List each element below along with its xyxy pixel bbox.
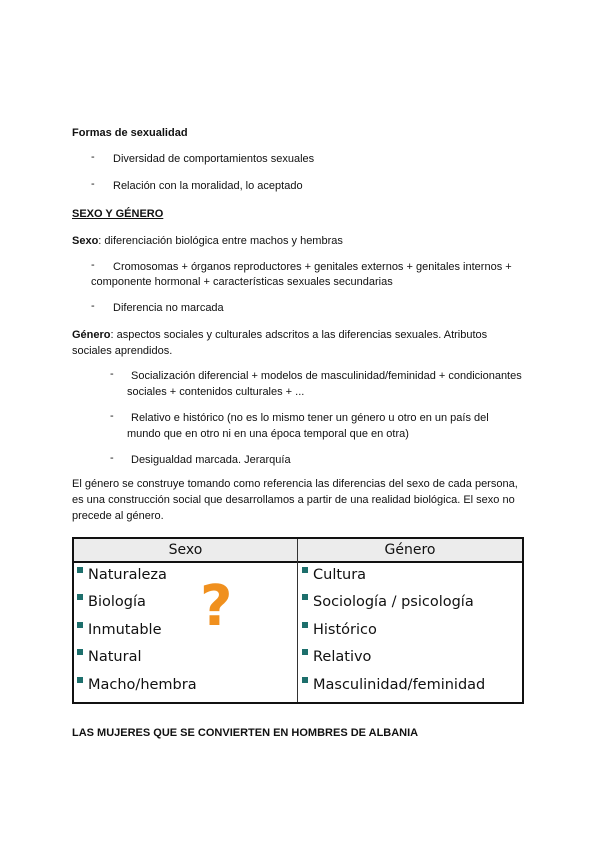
sexo-cell bbox=[77, 676, 197, 694]
bullet-dash: - bbox=[110, 410, 114, 422]
sexo-cell-text: Naturaleza bbox=[88, 567, 167, 583]
square-bullet-icon bbox=[302, 622, 308, 628]
question-mark-icon: ? bbox=[200, 574, 233, 639]
genero-cell-text: Cultura bbox=[313, 567, 367, 583]
header-genero: Género bbox=[384, 542, 436, 558]
bullet-dash: - bbox=[91, 300, 95, 312]
genero-cell bbox=[302, 621, 377, 639]
genero-cell-text: Sociología / psicología bbox=[313, 594, 474, 610]
genero-cell-text: Histórico bbox=[313, 622, 377, 638]
square-bullet-icon bbox=[302, 649, 308, 655]
sexo-cell-text: Macho/hembra bbox=[88, 677, 197, 693]
heading-albania: LAS MUJERES QUE SE CONVIERTEN EN HOMBRES DE ALBANIA bbox=[72, 727, 419, 739]
sexo-definition-text: : diferenciación biológica entre machos y hembras bbox=[98, 235, 343, 247]
bullet-dash: - bbox=[110, 452, 114, 464]
square-bullet-icon bbox=[302, 567, 308, 573]
genero-item-1-line-1: Socialización diferencial + modelos de masculinidad/feminidad + condicionantes bbox=[131, 370, 522, 382]
genero-cell-text: Masculinidad/feminidad bbox=[313, 677, 486, 693]
table-header bbox=[74, 539, 522, 563]
formas-item-2: Relación con la moralidad, lo aceptado bbox=[113, 180, 303, 192]
genero-cell bbox=[302, 593, 474, 611]
sexo-item-1-line-1: Cromosomas + órganos reproductores + genitales externos + genitales internos + bbox=[113, 261, 512, 273]
sexo-cell bbox=[77, 593, 146, 611]
genero-definition-line-2: sociales aprendidos. bbox=[72, 345, 173, 357]
genero-cell bbox=[302, 648, 371, 666]
genero-item-3: Desigualdad marcada. Jerarquía bbox=[131, 454, 291, 466]
bullet-dash: - bbox=[91, 259, 95, 271]
genero-label: Género bbox=[72, 329, 111, 341]
heading-sexo-genero: SEXO Y GÉNERO bbox=[72, 208, 164, 220]
sexo-cell bbox=[77, 566, 167, 584]
sexo-cell-text: Inmutable bbox=[88, 622, 162, 638]
sexo-item-2: Diferencia no marcada bbox=[113, 302, 224, 314]
conclusion-line-2: es una construcción social que desarrollamos a partir de una realidad biológica. El sexo no bbox=[72, 494, 515, 506]
genero-definition-text: : aspectos sociales y culturales adscritos a las diferencias sexuales. Atributos bbox=[110, 329, 488, 341]
header-sexo: Sexo bbox=[168, 542, 203, 558]
sexo-label: Sexo bbox=[72, 235, 99, 247]
sexo-cell-text: Biología bbox=[88, 594, 146, 610]
sexo-definition bbox=[72, 233, 343, 249]
sexo-cell-text: Natural bbox=[88, 649, 142, 665]
square-bullet-icon bbox=[77, 594, 83, 600]
genero-cell bbox=[302, 676, 485, 694]
square-bullet-icon bbox=[77, 649, 83, 655]
bullet-dash: - bbox=[91, 178, 95, 190]
genero-cell bbox=[302, 566, 366, 584]
square-bullet-icon bbox=[302, 677, 308, 683]
sexo-item-1-line-2: componente hormonal + características sexuales secundarias bbox=[91, 276, 393, 288]
genero-item-2-line-1: Relativo e histórico (no es lo mismo tener un género u otro en un país del bbox=[131, 412, 489, 424]
square-bullet-icon bbox=[302, 594, 308, 600]
sexo-cell bbox=[77, 621, 162, 639]
genero-definition-line-1 bbox=[72, 327, 487, 343]
square-bullet-icon bbox=[77, 622, 83, 628]
genero-item-2-line-2: mundo que en otro ni en una época temporal que en otra) bbox=[127, 428, 409, 440]
heading-formas-sexualidad: Formas de sexualidad bbox=[72, 127, 188, 139]
column-divider bbox=[297, 539, 298, 702]
square-bullet-icon bbox=[77, 567, 83, 573]
square-bullet-icon bbox=[77, 677, 83, 683]
sexo-cell bbox=[77, 648, 141, 666]
sexo-genero-table bbox=[72, 537, 524, 704]
formas-item-1: Diversidad de comportamientos sexuales bbox=[113, 153, 315, 165]
genero-item-1-line-2: sociales + contenidos culturales + ... bbox=[127, 386, 305, 398]
genero-cell-text: Relativo bbox=[313, 649, 372, 665]
bullet-dash: - bbox=[110, 368, 114, 380]
conclusion-line-1: El género se construye tomando como referencia las diferencias del sexo de cada persona, bbox=[72, 478, 518, 490]
conclusion-line-3: precede al género. bbox=[72, 510, 164, 522]
bullet-dash: - bbox=[91, 151, 95, 163]
